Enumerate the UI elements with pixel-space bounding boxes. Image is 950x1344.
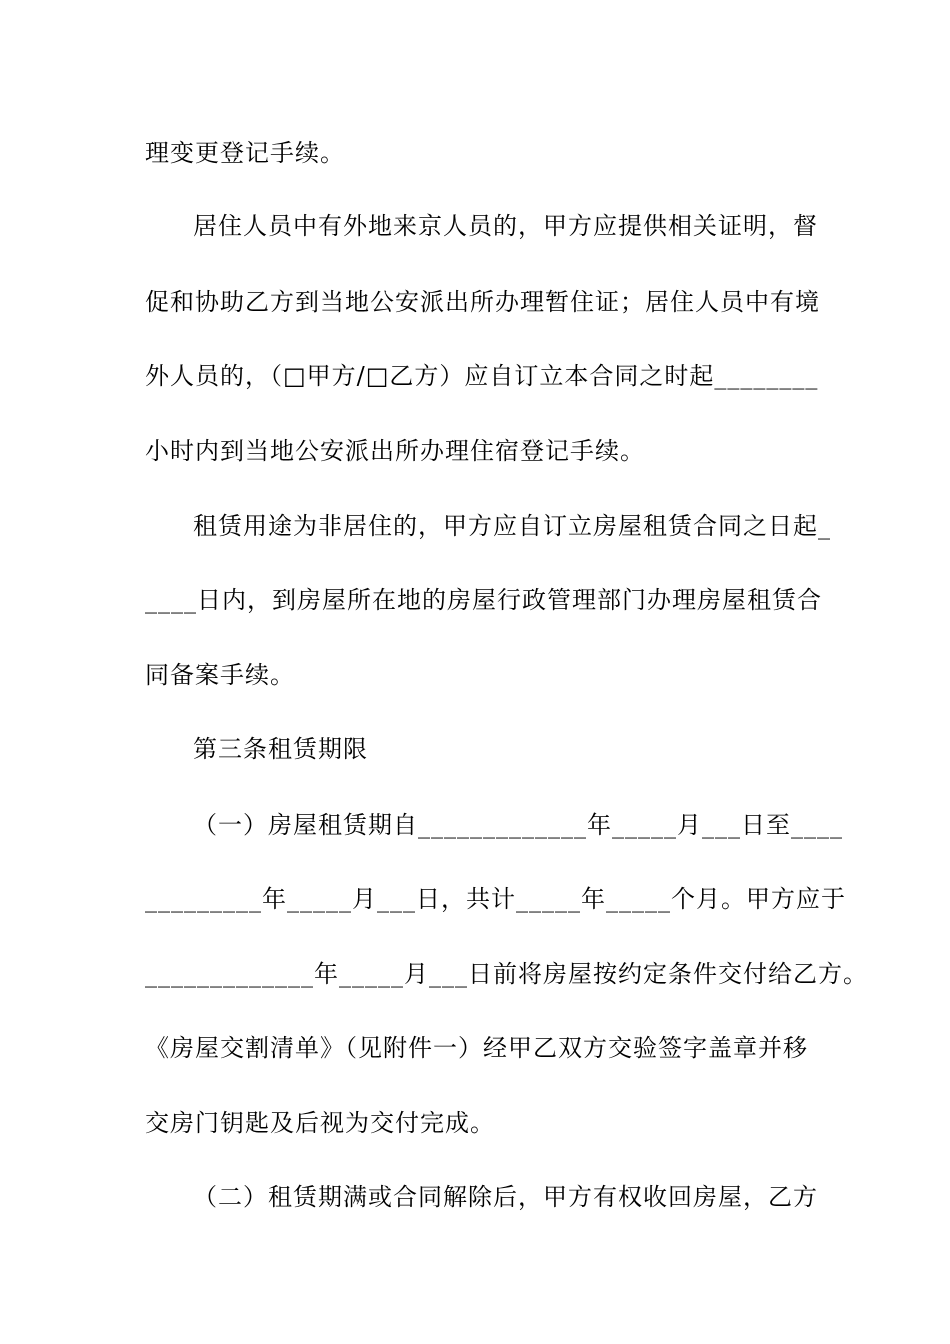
paragraph-line: 居住人员中有外地来京人员的，甲方应提供相关证明，督 <box>193 212 818 240</box>
paragraph-line: _________年_____月___日，共计_____年_____个月。甲方应于 <box>145 885 846 913</box>
paragraph-line: 租赁用途为非居住的，甲方应自订立房屋租赁合同之日起_ <box>193 512 831 540</box>
paragraph-line: _____________年_____月___日前将房屋按约定条件交付给乙方。 <box>145 960 868 988</box>
paragraph-line: 理变更登记手续。 <box>145 139 345 167</box>
paragraph-line: ____日内，到房屋所在地的房屋行政管理部门办理房屋租赁合 <box>145 586 822 614</box>
paragraph-line: 小时内到当地公安派出所办理住宿登记手续。 <box>145 437 645 465</box>
paragraph-line: （二）租赁期满或合同解除后，甲方有权收回房屋，乙方 <box>193 1183 818 1211</box>
paragraph-line: 同备案手续。 <box>145 661 295 689</box>
paragraph-line: 外人员的，（□甲方/□乙方）应自订立本合同之时起________ <box>145 362 819 390</box>
paragraph-line: 交房门钥匙及后视为交付完成。 <box>145 1109 495 1137</box>
paragraph-line: 《房屋交割清单》（见附件一）经甲乙双方交验签字盖章并移 <box>145 1034 808 1062</box>
section-heading: 第三条租赁期限 <box>193 735 368 763</box>
paragraph-line: 促和协助乙方到当地公安派出所办理暂住证；居住人员中有境 <box>145 288 820 316</box>
paragraph-line: （一）房屋租赁期自_____________年_____月___日至____ <box>193 811 843 839</box>
